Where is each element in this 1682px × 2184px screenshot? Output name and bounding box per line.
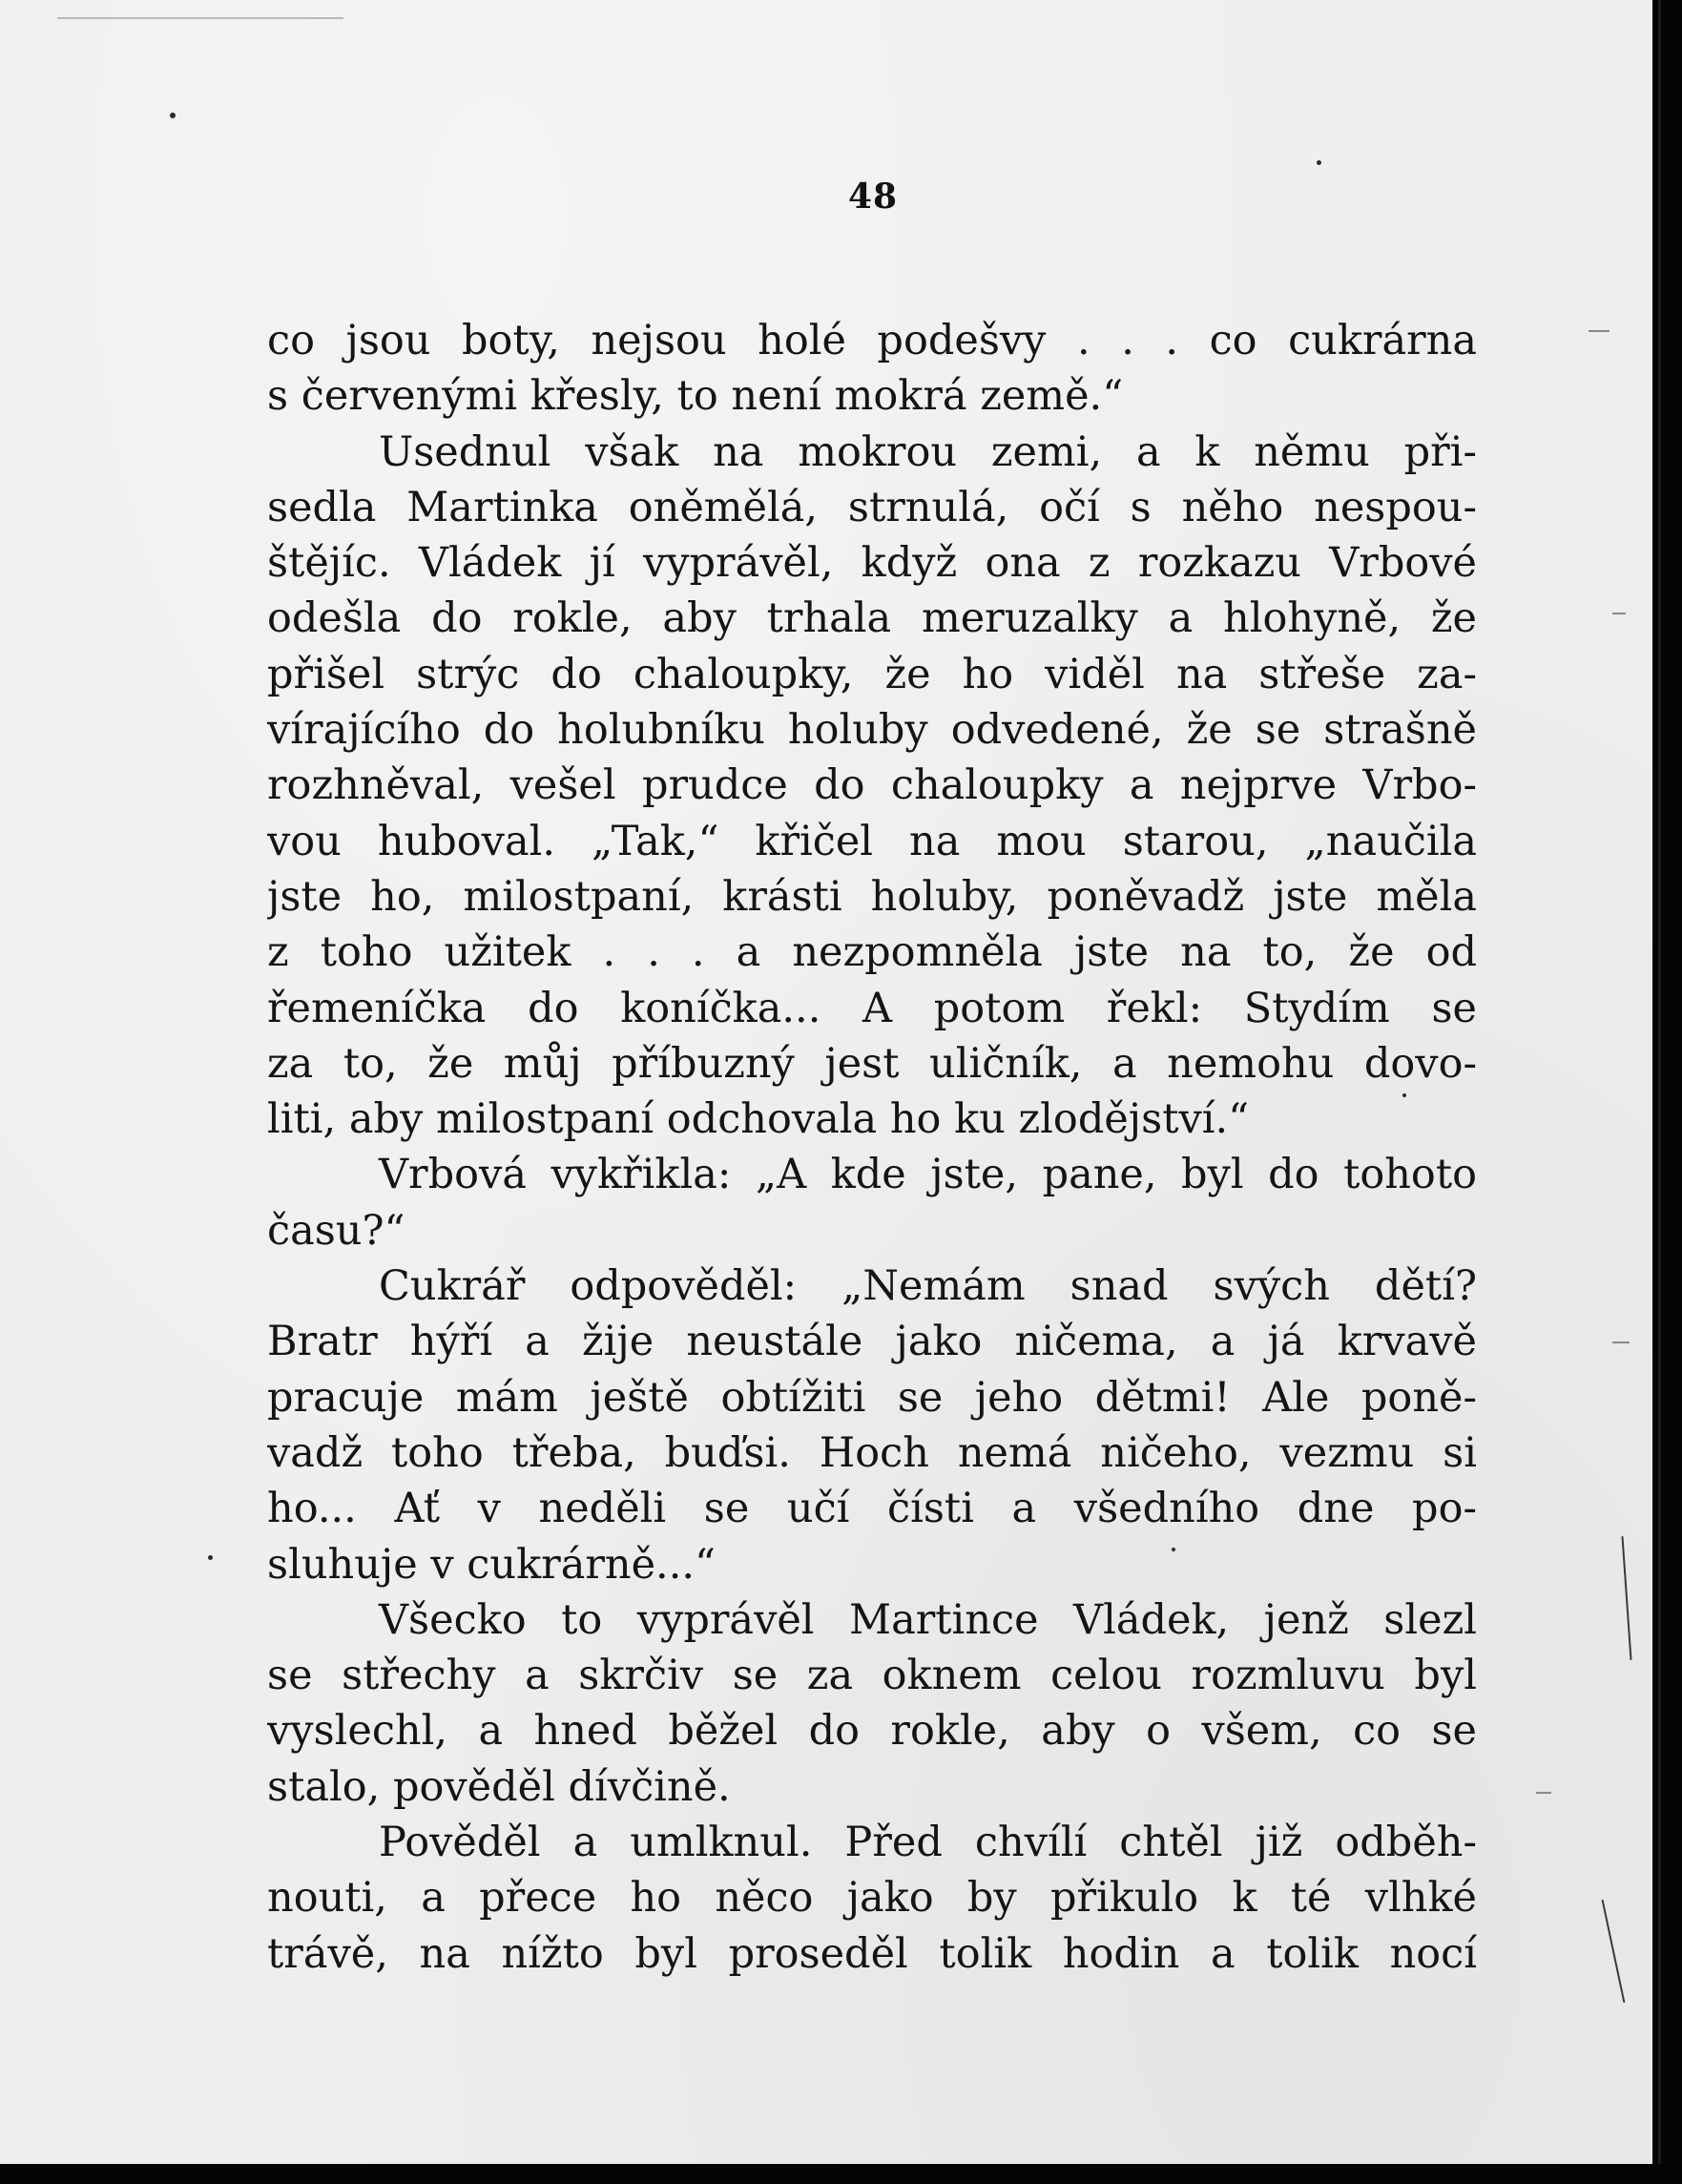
text-line: přišel strýc do chaloupky, že ho viděl na střeše za- [267,650,1477,698]
scan-border-right [1652,0,1682,2184]
text-line: vou huboval. „Tak,“ křičel na mou starou, „naučila [267,817,1477,865]
text-line: Vrbová vykřikla: „A kde jste, pane, byl do tohoto [379,1151,1477,1199]
scan-speck [1402,1093,1406,1097]
scan-mark [1589,330,1609,332]
text-line: sedla Martinka oněmělá, strnulá, očí s něho nespou- [267,483,1477,531]
text-line: trávě, na nížto byl proseděl tolik hodin a tolik nocí [267,1929,1477,1978]
text-line: z toho užitek . . . a nezpomněla jste na to, že od [267,928,1477,977]
text-line: stalo, pověděl dívčině. [267,1762,731,1811]
text-line: vadž toho třeba, buďsi. Hoch nemá ničeho, vezmu si [267,1428,1477,1477]
scan-speck [1317,160,1321,165]
scan-speck [170,113,176,118]
body-text [267,313,1477,1982]
text-line: odešla do rokle, aby trhala meruzalky a hlohyně, že [267,594,1477,643]
scan-border-bottom [0,2164,1682,2184]
scan-mark [1612,613,1626,614]
scan-mark [1602,1900,1626,2003]
text-line: se střechy a skrčiv se za oknem celou rozmluvu byl [267,1652,1477,1700]
text-line: nouti, a přece ho něco jako by přikulo k té vlhké [267,1874,1477,1923]
text-line: Bratr hýří a žije neustále jako ničema, a já krvavě [267,1318,1477,1366]
text-line: sluhuje v cukrárně...“ [267,1540,716,1589]
text-line: ho... Ať v neděli se učí čísti a všedního dne po- [267,1485,1477,1533]
text-line: času?“ [267,1206,405,1255]
page-number: 48 [847,177,899,217]
text-line: jste ho, milostpaní, krásti holuby, poněvadž jste měla [267,872,1477,921]
text-line: řemeníčka do koníčka... A potom řekl: Stydím se [267,984,1477,1032]
text-line: Pověděl a umlknul. Před chvílí chtěl již odběh- [379,1819,1477,1867]
text-line: Usednul však na mokrou zemi, a k němu při- [379,427,1477,476]
scan-mark [57,17,343,19]
scan-speck [208,1555,213,1560]
text-line: za to, že můj příbuzný jest uličník, a nemohu dovo- [267,1039,1477,1088]
text-line: co jsou boty, nejsou holé podešvy . . . co cukrárna [267,317,1477,364]
text-line: štějíc. Vládek jí vyprávěl, když ona z rozkazu Vrbové [267,539,1477,588]
text-line: s červenými křesly, to není mokrá země.“ [267,372,1124,421]
scan-mark [1621,1536,1631,1660]
scan-mark [1536,1792,1551,1794]
text-line: Všecko to vyprávěl Martince Vládek, jenž slezl [379,1595,1477,1644]
scan-speck [1172,1548,1175,1551]
text-line: liti, aby milostpaní odchovala ho ku zlodějství.“ [267,1095,1250,1144]
text-line: vyslechl, a hned běžel do rokle, aby o všem, co se [267,1707,1477,1756]
scan-mark [1612,1342,1630,1343]
text-line: vírajícího do holubníku holuby odvedené, že se strašně [267,706,1477,755]
text-line: pracuje mám ještě obtížiti se jeho dětmi! Ale poně- [267,1373,1477,1422]
text-line: rozhněval, vešel prudce do chaloupky a nejprve Vrbo- [267,761,1477,810]
text-line: Cukrář odpověděl: „Nemám snad svých dětí? [379,1262,1477,1311]
